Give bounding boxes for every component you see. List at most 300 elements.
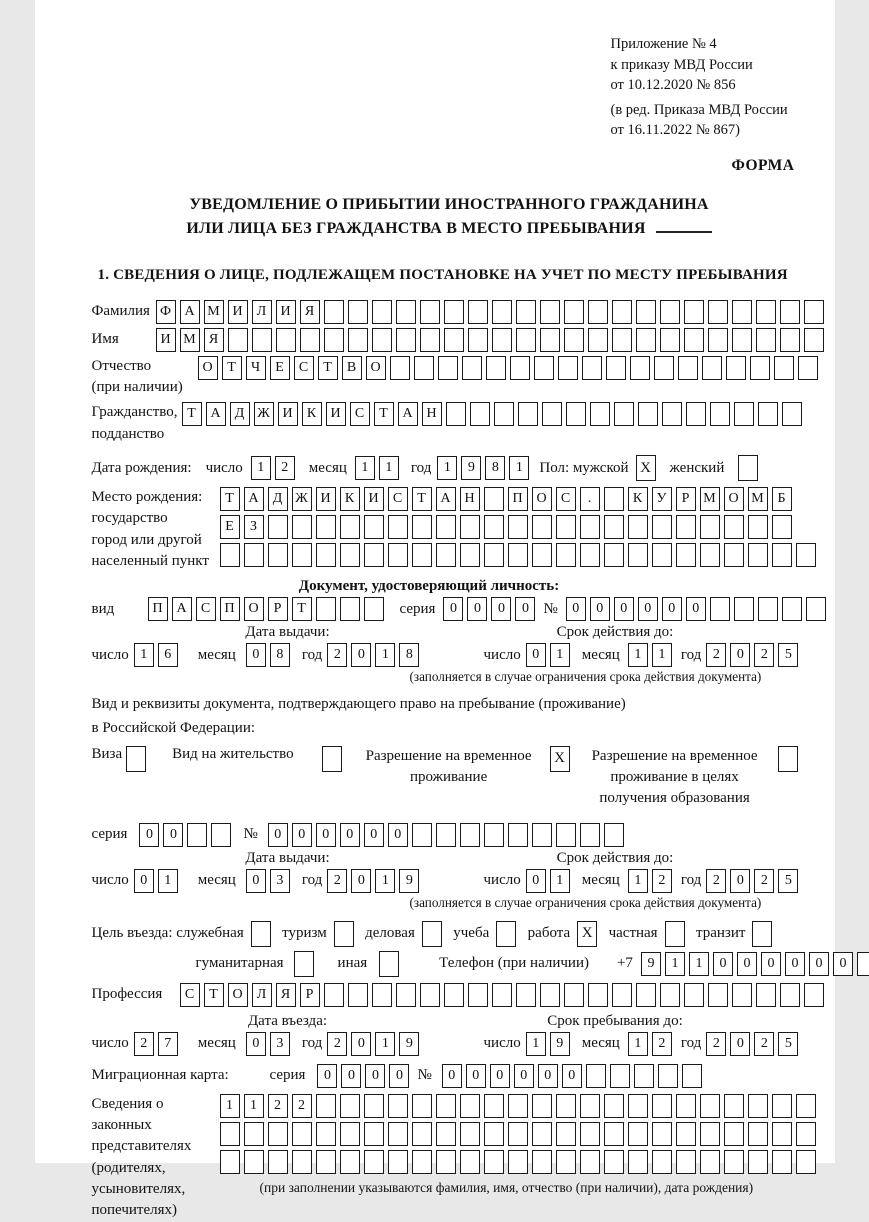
cell: 0: [590, 597, 610, 621]
cell: [682, 1064, 702, 1088]
cell: 0: [364, 823, 384, 847]
birthplace-cells-1: [220, 487, 820, 511]
cell: 8: [485, 456, 505, 480]
id-valid-group: число 0 1 месяц 1 1 год 2 0 2 5: [484, 643, 807, 667]
cell: [556, 1122, 576, 1146]
cell: З: [244, 515, 264, 539]
cell: [516, 983, 536, 1007]
form-page: [35, 0, 847, 1219]
title-blank-line: [656, 231, 712, 233]
cell: [724, 1094, 744, 1118]
cell: Т: [318, 356, 338, 380]
cell: [348, 328, 368, 352]
cell: [772, 1122, 792, 1146]
surname-cells: [156, 300, 828, 324]
cell: [292, 1122, 312, 1146]
cell: 5: [778, 869, 798, 893]
cell: [244, 543, 264, 567]
forma-label: ФОРМА: [731, 156, 795, 174]
temp-residence-permit-checkbox: X: [550, 746, 570, 772]
cell: С: [180, 983, 200, 1007]
cell: Р: [268, 597, 288, 621]
cell: [220, 543, 240, 567]
cell: [700, 543, 720, 567]
cell: 0: [351, 1032, 371, 1056]
other-checkbox: [379, 951, 399, 977]
purpose-work: работа X: [528, 921, 598, 947]
cell: 3: [270, 869, 290, 893]
permit-series-row: серия 0 0 № 0 0 0 0 0 0: [92, 823, 807, 847]
cell: О: [724, 487, 744, 511]
form-title: [92, 193, 807, 241]
phone-cells: [641, 952, 869, 976]
cell: К: [340, 487, 360, 511]
permit-number-cells: [268, 823, 628, 847]
cell: А: [172, 597, 192, 621]
cell: О: [244, 597, 264, 621]
cell: [756, 300, 776, 324]
cell: И: [364, 487, 384, 511]
cell: [420, 300, 440, 324]
entry-date-label: Дата въезда:: [247, 1012, 328, 1029]
cell: [676, 1150, 696, 1174]
id-valid-day-cells: [526, 643, 574, 667]
cell: [580, 543, 600, 567]
cell: [348, 300, 368, 324]
cell: Т: [292, 597, 312, 621]
cell: [610, 1064, 630, 1088]
cell: 2: [327, 1032, 347, 1056]
cell: [534, 356, 554, 380]
entry-month-cells: [246, 1032, 294, 1056]
cell: [604, 823, 624, 847]
cell: [566, 402, 586, 426]
cell: [388, 1094, 408, 1118]
cell: И: [156, 328, 176, 352]
cell: [484, 823, 504, 847]
entry-day-cells: [134, 1032, 182, 1056]
cell: [772, 1094, 792, 1118]
cell: 0: [246, 869, 266, 893]
cell: [708, 328, 728, 352]
cell: [508, 1150, 528, 1174]
cell: 0: [467, 597, 487, 621]
purpose-study: учеба: [453, 921, 516, 947]
cell: С: [556, 487, 576, 511]
stay-day-cells: [526, 1032, 574, 1056]
cell: [268, 1122, 288, 1146]
cell: 1: [628, 869, 648, 893]
cell: Ф: [156, 300, 176, 324]
cell: [412, 515, 432, 539]
cell: 0: [785, 952, 805, 976]
cell: [748, 515, 768, 539]
cell: [684, 983, 704, 1007]
id-doc-row: [92, 597, 807, 621]
cell: 0: [442, 1064, 462, 1088]
cell: [324, 983, 344, 1007]
cell: [510, 356, 530, 380]
cell: П: [148, 597, 168, 621]
doc-type-label: вид: [91, 600, 115, 617]
cell: И: [316, 487, 336, 511]
cell: [676, 515, 696, 539]
cell: 0: [443, 597, 463, 621]
cell: 0: [246, 643, 266, 667]
cell: [796, 1094, 816, 1118]
cell: [556, 1150, 576, 1174]
cell: [316, 515, 336, 539]
cell: [748, 1094, 768, 1118]
cell: Я: [276, 983, 296, 1007]
cell: [628, 1094, 648, 1118]
cell: [724, 1150, 744, 1174]
cell: С: [196, 597, 216, 621]
mig-series-cells: [317, 1064, 413, 1088]
cell: Т: [204, 983, 224, 1007]
business-checkbox: [422, 921, 442, 947]
private-checkbox: [665, 921, 685, 947]
cell: [652, 1122, 672, 1146]
cell: [540, 983, 560, 1007]
cell: [436, 515, 456, 539]
cell: [340, 1094, 360, 1118]
cell: [798, 356, 818, 380]
entry-year-cells: [327, 1032, 423, 1056]
birthplace-labels: Место рождения: государство город или другой населенный пункт: [91, 489, 209, 569]
cell: [436, 543, 456, 567]
cell: И: [278, 402, 298, 426]
permit-issue-year-cells: [327, 869, 423, 893]
cell: 2: [754, 869, 774, 893]
cell: [532, 1094, 552, 1118]
cell: [580, 1094, 600, 1118]
form-title-line2: ИЛИ ЛИЦА БЕЗ ГРАЖДАНСТВА В МЕСТО ПРЕБЫВАНИЯ: [92, 217, 807, 241]
cell: [702, 356, 722, 380]
cell: [468, 983, 488, 1007]
cell: [612, 983, 632, 1007]
cell: [700, 1150, 720, 1174]
cell: [796, 1150, 816, 1174]
cell: [508, 823, 528, 847]
citizenship-cells: [182, 402, 806, 426]
cell: [396, 300, 416, 324]
transit-checkbox: [752, 921, 772, 947]
legal-cells-1: [220, 1094, 820, 1118]
patronymic-row: [92, 356, 807, 399]
cell: 0: [730, 1032, 750, 1056]
cell: 5: [778, 1032, 798, 1056]
cell: [582, 356, 602, 380]
cell: [636, 300, 656, 324]
cell: 2: [652, 869, 672, 893]
cell: 1: [550, 869, 570, 893]
cell: В: [342, 356, 362, 380]
cell: [796, 1122, 816, 1146]
section1-heading: 1. СВЕДЕНИЯ О ЛИЦЕ, ПОДЛЕЖАЩЕМ ПОСТАНОВКЕ НА УЧЕТ ПО МЕСТУ ПРЕБЫВАНИЯ: [97, 266, 788, 283]
cell: О: [532, 487, 552, 511]
cell: [606, 356, 626, 380]
cell: 0: [515, 597, 535, 621]
birthplace-cells-2: [220, 515, 820, 539]
cell: [586, 1064, 606, 1088]
cell: 0: [134, 869, 154, 893]
cell: Т: [412, 487, 432, 511]
cell: [372, 983, 392, 1007]
cell: [708, 300, 728, 324]
cell: [628, 1122, 648, 1146]
cell: [388, 1150, 408, 1174]
cell: Б: [772, 487, 792, 511]
cell: [588, 328, 608, 352]
cell: [700, 515, 720, 539]
series-label: серия: [399, 600, 436, 617]
cell: [316, 543, 336, 567]
cell: 1: [355, 456, 375, 480]
cell: [244, 1122, 264, 1146]
cell: [444, 983, 464, 1007]
cell: [268, 543, 288, 567]
cell: 0: [139, 823, 159, 847]
cell: 1: [220, 1094, 240, 1118]
cell: [438, 356, 458, 380]
cell: 0: [466, 1064, 486, 1088]
cell: Р: [300, 983, 320, 1007]
cell: [564, 983, 584, 1007]
cell: [494, 402, 514, 426]
cell: Л: [252, 300, 272, 324]
given-name-row: [92, 328, 807, 352]
cell: 2: [327, 643, 347, 667]
cell: [468, 300, 488, 324]
cell: 0: [490, 1064, 510, 1088]
cell: [388, 543, 408, 567]
cell: А: [436, 487, 456, 511]
cell: [316, 1150, 336, 1174]
cell: С: [388, 487, 408, 511]
cell: [364, 1094, 384, 1118]
cell: [436, 1122, 456, 1146]
cell: Т: [374, 402, 394, 426]
study-checkbox: [496, 921, 516, 947]
cell: К: [628, 487, 648, 511]
cell: О: [198, 356, 218, 380]
cell: [518, 402, 538, 426]
cell: 1: [134, 643, 154, 667]
cell: [686, 402, 706, 426]
cell: [316, 597, 336, 621]
temp-permit-label: Разрешение на временное проживание: [365, 747, 532, 785]
citizenship-row: [92, 402, 807, 445]
cell: [588, 983, 608, 1007]
cell: 1: [244, 1094, 264, 1118]
cell: [492, 983, 512, 1007]
cell: [468, 328, 488, 352]
legal-cells-3: [220, 1150, 820, 1174]
issue-date-label: Дата выдачи:: [245, 624, 330, 641]
cell: 6: [158, 643, 178, 667]
legal-reps-rows: [220, 1094, 820, 1196]
cell: [580, 1150, 600, 1174]
cell: Ж: [254, 402, 274, 426]
tourism-checkbox: [334, 921, 354, 947]
id-valid-note-row: [92, 669, 807, 685]
id-type-cells: [148, 597, 388, 621]
cell: [782, 402, 802, 426]
visa-checkbox: [126, 746, 146, 772]
cell: [756, 983, 776, 1007]
permit-valid-note: (заполняется в случае ограничения срока действия документа): [409, 894, 762, 910]
cell: 0: [809, 952, 829, 976]
cell: [324, 328, 344, 352]
cell: Т: [220, 487, 240, 511]
cell: [612, 328, 632, 352]
cell: [660, 328, 680, 352]
cell: И: [276, 300, 296, 324]
cell: 0: [388, 823, 408, 847]
cell: [734, 597, 754, 621]
cell: 2: [292, 1094, 312, 1118]
cell: [556, 515, 576, 539]
cell: С: [350, 402, 370, 426]
cell: 2: [754, 1032, 774, 1056]
purpose-row: [92, 921, 807, 947]
cell: [654, 356, 674, 380]
cell: [628, 1150, 648, 1174]
cell: Я: [300, 300, 320, 324]
cell: [774, 356, 794, 380]
cell: 0: [737, 952, 757, 976]
cell: [780, 983, 800, 1007]
cell: У: [652, 487, 672, 511]
cell: Ч: [246, 356, 266, 380]
cell: [390, 356, 410, 380]
permit-valid-note-row: [92, 895, 807, 911]
cell: 3: [270, 1032, 290, 1056]
cell: Ж: [292, 487, 312, 511]
cell: 0: [730, 643, 750, 667]
cell: [364, 515, 384, 539]
purpose-private: частная: [609, 921, 685, 947]
cell: [678, 356, 698, 380]
mig-number-cells: [442, 1064, 706, 1088]
cell: 1: [375, 869, 395, 893]
cell: [724, 1122, 744, 1146]
cell: [564, 300, 584, 324]
permit-valid-group: число 0 1 месяц 1 2 год 2 0 2 5: [484, 869, 807, 893]
cell: 0: [566, 597, 586, 621]
phone-prefix: +7: [616, 955, 633, 972]
cell: [292, 515, 312, 539]
cell: [532, 543, 552, 567]
id-valid-note: (заполняется в случае ограничения срока действия документа): [409, 669, 762, 685]
entry-date-group: число 2 7 месяц 0 3 год 2 0 1 9: [92, 1032, 484, 1056]
cell: [516, 300, 536, 324]
official-checkbox: [251, 921, 271, 947]
cell: А: [244, 487, 264, 511]
cell: Д: [268, 487, 288, 511]
cell: О: [366, 356, 386, 380]
purpose-transit: транзит: [696, 921, 772, 947]
cell: [734, 402, 754, 426]
cell: [772, 1150, 792, 1174]
cell: [796, 543, 816, 567]
appendix-line: от 16.11.2022 № 867): [610, 122, 740, 139]
cell: 0: [833, 952, 853, 976]
cell: [748, 1150, 768, 1174]
profession-row: [92, 983, 807, 1007]
cell: [590, 402, 610, 426]
cell: [684, 300, 704, 324]
cell: Д: [230, 402, 250, 426]
cell: [420, 983, 440, 1007]
cell: М: [180, 328, 200, 352]
day-label: число: [205, 459, 243, 476]
cell: [484, 1094, 504, 1118]
cell: [580, 1122, 600, 1146]
cell: Н: [422, 402, 442, 426]
appendix-line: Приложение № 4: [610, 36, 717, 52]
cell: [340, 1150, 360, 1174]
cell: А: [398, 402, 418, 426]
cell: А: [206, 402, 226, 426]
permit-issue-group: число 0 1 месяц 0 3 год 2 0 1 9: [92, 869, 484, 893]
cell: [532, 1150, 552, 1174]
cell: [662, 402, 682, 426]
sex-female-label: женский: [669, 459, 725, 476]
permit-issue-month-cells: [246, 869, 294, 893]
cell: [676, 1122, 696, 1146]
cell: [612, 300, 632, 324]
birth-date-row: [92, 455, 807, 481]
cell: [772, 543, 792, 567]
id-issue-group: число 1 6 месяц 0 8 год 2 0 1 8: [92, 643, 484, 667]
cell: М: [748, 487, 768, 511]
cell: [780, 300, 800, 324]
cell: [292, 1150, 312, 1174]
profession-cells: [180, 983, 828, 1007]
cell: [724, 515, 744, 539]
other-label: иная: [337, 955, 368, 972]
cell: 0: [638, 597, 658, 621]
cell: [460, 515, 480, 539]
cell: [268, 1150, 288, 1174]
birth-year-cells: [437, 456, 533, 480]
edu-permit-label: Разрешение на временное проживание в целях получения образования: [591, 747, 758, 806]
cell: 1: [375, 643, 395, 667]
cell: П: [220, 597, 240, 621]
cell: [660, 300, 680, 324]
cell: [857, 952, 869, 976]
surname-row: [92, 300, 807, 324]
migration-card-label: Миграционная карта:: [91, 1067, 229, 1084]
cell: Е: [220, 515, 240, 539]
cell: [556, 823, 576, 847]
cell: [372, 300, 392, 324]
cell: [658, 1064, 678, 1088]
cell: 2: [268, 1094, 288, 1118]
cell: [340, 515, 360, 539]
cell: [628, 515, 648, 539]
cell: [244, 1150, 264, 1174]
cell: 0: [514, 1064, 534, 1088]
cell: [556, 543, 576, 567]
cell: 0: [246, 1032, 266, 1056]
cell: 0: [316, 823, 336, 847]
cell: 1: [158, 869, 178, 893]
cell: [460, 823, 480, 847]
cell: [804, 328, 824, 352]
